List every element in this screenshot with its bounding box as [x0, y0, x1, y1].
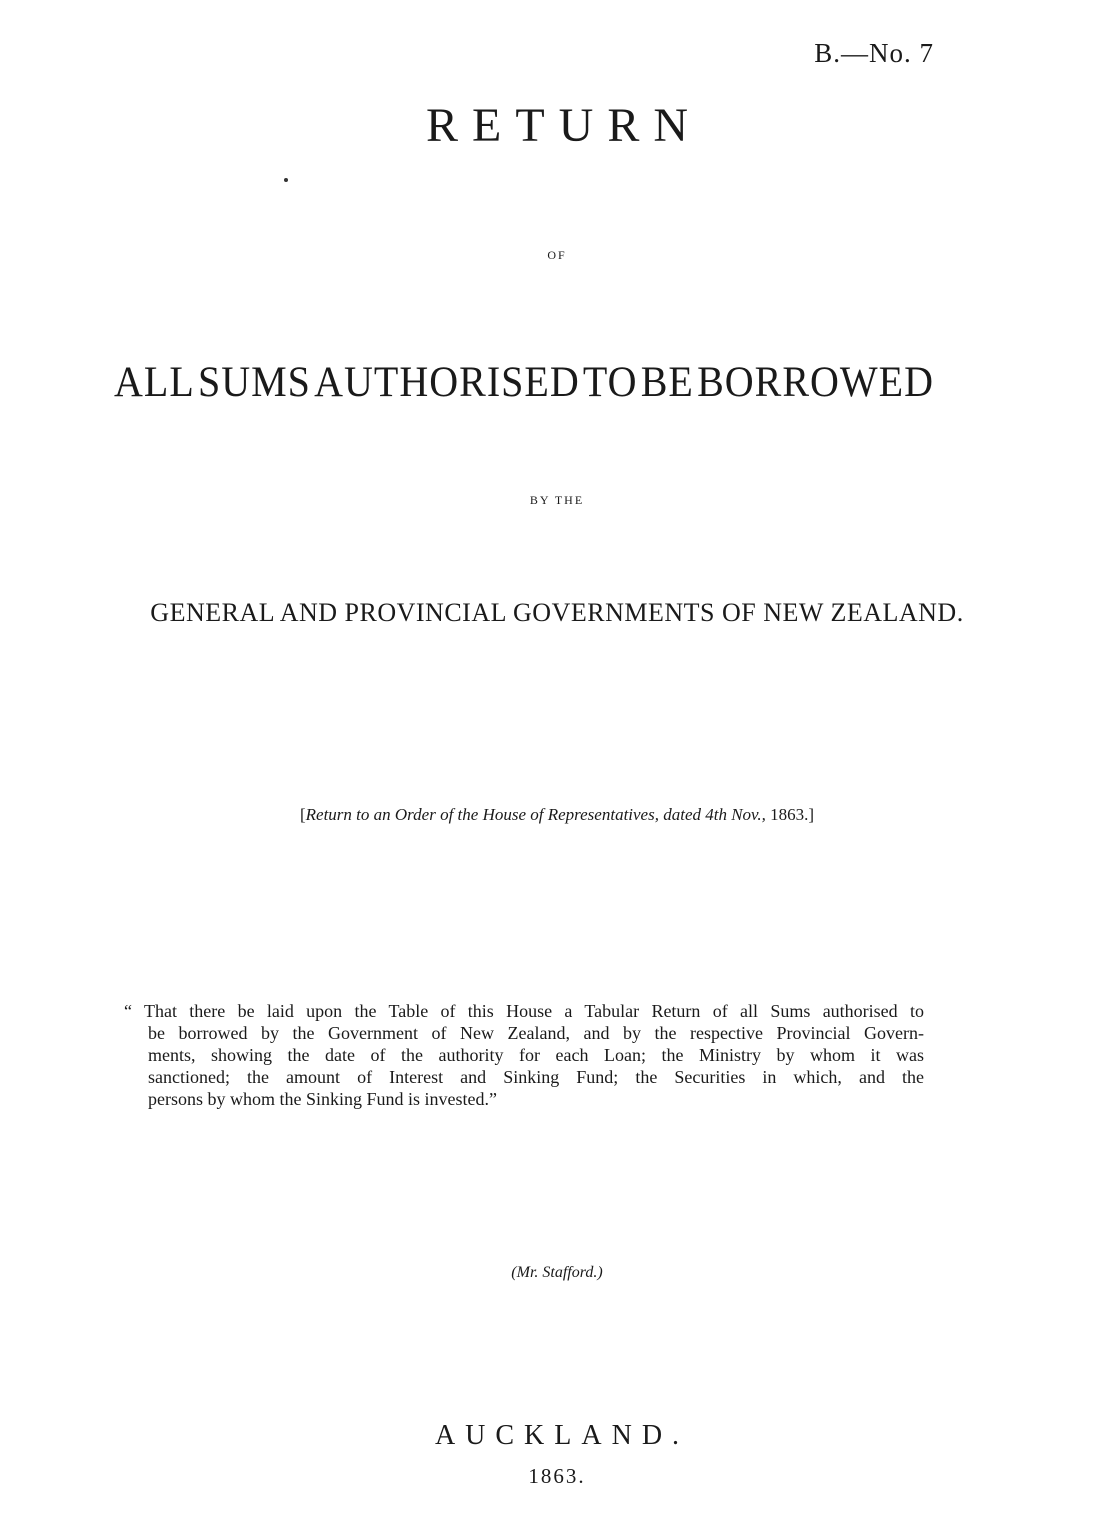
imprint-year: 1863. — [528, 1464, 586, 1488]
subject-word: BE — [640, 357, 694, 406]
subject-word: ALL — [114, 357, 195, 406]
subject-word: SUMS — [197, 357, 311, 406]
note-year: 1863. — [765, 805, 809, 824]
subject-word: TO — [582, 357, 638, 406]
resolution-quote — [124, 1000, 924, 1110]
note-close-bracket: ] — [808, 805, 815, 824]
by-the-connector: BY THE — [529, 493, 585, 507]
subject-word: AUTHORISED — [314, 357, 580, 406]
resolution-line: be borrowed by the Government of New Zealand, and by the respective Provincial Govern- — [148, 1023, 924, 1043]
resolution-line: persons by whom the Sinking Fund is invested.” — [148, 1089, 497, 1109]
resolution-line: “ That there be laid upon the Table of this House a Tabular Return of all Sums authorised to — [124, 1001, 924, 1021]
of-connector: OF — [547, 248, 567, 262]
subject-title — [114, 356, 934, 407]
mover-attribution: (Mr. Stafford.) — [511, 1264, 603, 1281]
note-open-bracket: [ — [299, 805, 306, 824]
governments-title: GENERAL AND PROVINCIAL GOVERNMENTS OF NEW ZEALAND. — [150, 598, 964, 627]
stray-dot-mark — [284, 178, 288, 182]
resolution-line: sanctioned; the amount of Interest and Sinking Fund; the Securities in which, and the — [148, 1067, 924, 1087]
subject-word: BORROWED — [697, 357, 934, 406]
imprint-place: AUCKLAND. — [434, 1420, 690, 1451]
document-number: B.—No. 7 — [814, 38, 934, 68]
note-italic-text: Return to an Order of the House of Representatives, dated 4th Nov., — [305, 805, 766, 824]
resolution-line: ments, showing the date of the authority for each Loan; the Ministry by whom it was — [148, 1045, 924, 1065]
main-title: RETURN — [426, 99, 702, 152]
return-order-note — [0, 805, 1114, 825]
